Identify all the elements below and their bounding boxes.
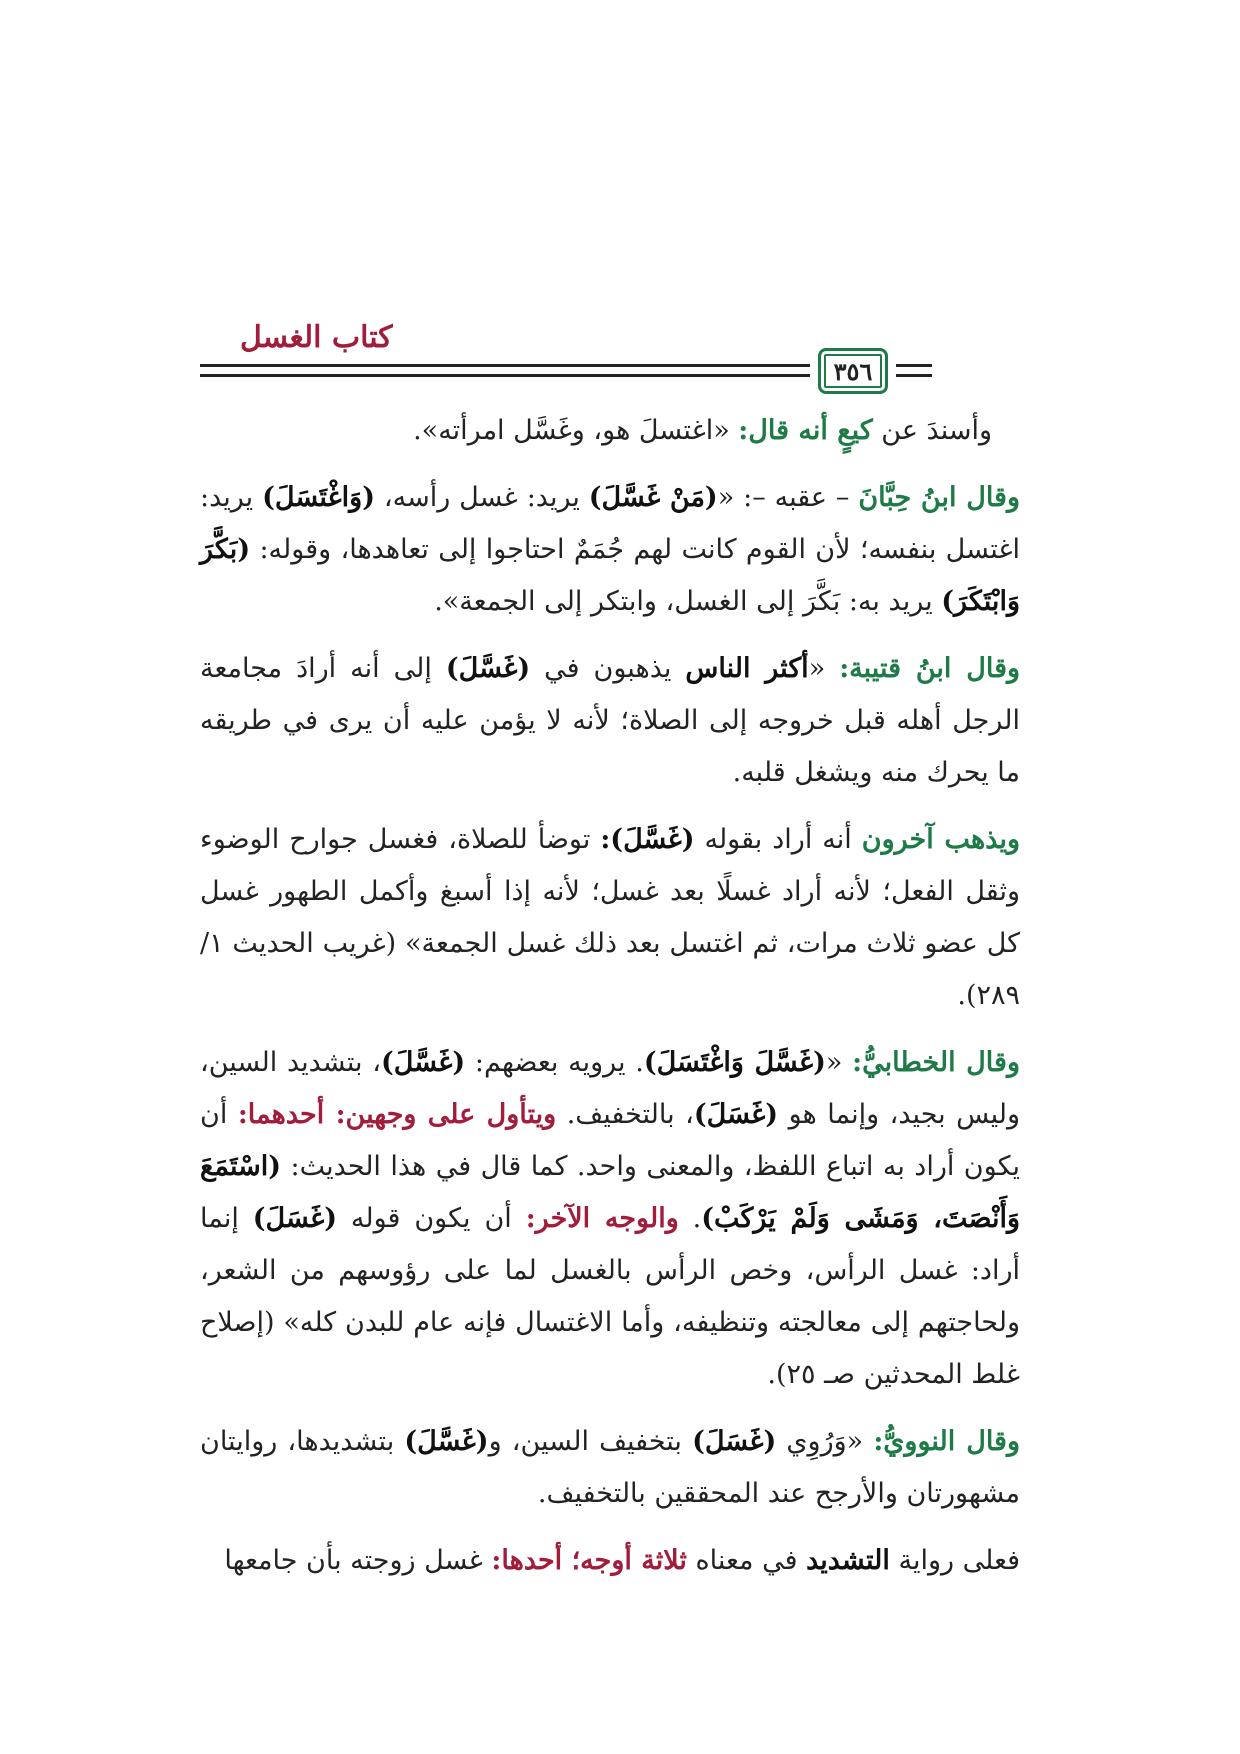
text-run: غسل زوجته بأن جامعها	[224, 1545, 492, 1576]
text-run: ، بتشديد السين، وليس بجيد، وإنما هو	[200, 1047, 1020, 1130]
quoted-term: (غَسَلَ)	[693, 1099, 779, 1130]
paragraph	[200, 1416, 1020, 1520]
quoted-term: (غَسَلَ)	[692, 1426, 777, 1457]
text-run: يذهبون في	[530, 653, 686, 684]
text-run: إلى أنه أرادَ مجامعة الرجل أهله قبل خروجه إلى الصلاة؛ لأنه لا يؤمن عليه أن يرى في طريقه ما يحرك منه ويشغل قلبه.	[200, 653, 1020, 788]
speaker-label: وقال ابنُ قتيبة:	[839, 653, 1021, 684]
highlight-term: ويتأول على وجهين: أحدهما:	[237, 1099, 557, 1130]
page-body	[200, 405, 1020, 1602]
text-run: .	[678, 1203, 702, 1234]
text-run: «وَرُوِي	[776, 1426, 874, 1457]
header-rule	[896, 374, 932, 377]
page-number-badge	[818, 348, 888, 394]
quoted-term: (وَاغْتَسَلَ)	[262, 482, 375, 513]
quoted-term: (غَسَلَ)	[252, 1203, 337, 1234]
text-run: «اغتسلَ هو، وغَسَّل امرأته».	[413, 415, 739, 446]
quoted-term: (اسْتَمَعَ وَأَنْصَتَ، وَمَشَى وَلَمْ يَرْكَبْ)	[200, 1151, 1021, 1234]
text-run: بتشديدها، روايتان مشهورتان والأرجح عند المحققين بالتخفيف.	[200, 1426, 1020, 1509]
text-run: أن يكون قوله	[336, 1203, 526, 1234]
speaker-label: كيعٍ أنه قال:	[738, 415, 873, 446]
text-run: يريد: غسل رأسه،	[375, 482, 589, 513]
paragraph	[200, 1037, 1020, 1401]
text-run: توضأ للصلاة، فغسل جوارح الوضوء وثقل الفعل؛ لأنه أراد غسلًا بعد غسل؛ لأنه إذا أسبغ وأكمل الطهور غسل كل عضو ثلاث مرات، ثم اغتسل بعد ذلك غسل الجمعة» (غريب الحديث ١/ ٢٨٩).	[200, 824, 1020, 1011]
speaker-label: وقال الخطابيُّ:	[852, 1047, 1020, 1078]
text-run: وأسندَ عن	[872, 415, 992, 446]
text-run: يريد به: بَكَّرَ إلى الغسل، وابتكر إلى الجمعة».	[434, 586, 942, 617]
header-rule	[200, 374, 810, 377]
header-rule	[200, 364, 810, 367]
speaker-label: وقال ابنُ حِبَّانَ	[858, 482, 1020, 513]
text-run: «	[808, 653, 840, 684]
text-run: في معناه	[686, 1545, 807, 1576]
paragraph	[200, 643, 1020, 799]
highlight-term: ثلاثة أوجه؛ أحدها:	[491, 1545, 687, 1576]
quoted-term: (غَسَّلَ)	[404, 1426, 489, 1457]
page-number: ٣٥٦	[833, 356, 873, 386]
quoted-term: (بَكَّرَ وَابْتَكَرَ)	[200, 534, 1020, 617]
speaker-label: ويذهب آخرون	[861, 824, 1020, 855]
quoted-term: التشديد	[806, 1545, 890, 1576]
paragraph	[200, 1535, 1020, 1587]
paragraph	[200, 814, 1020, 1022]
text-run: أنه أراد بقوله	[694, 824, 862, 855]
highlight-term: والوجه الآخر:	[525, 1203, 679, 1234]
quoted-term: (مَنْ غَسَّلَ)	[588, 482, 718, 513]
speaker-label: وقال النوويُّ:	[873, 1426, 1021, 1457]
text-run: بتخفيف السين، و	[488, 1426, 693, 1457]
chapter-title: كتاب الغسل	[240, 320, 393, 355]
header-rule	[896, 364, 932, 367]
paragraph	[200, 472, 1020, 628]
text-run: يريد: اغتسل بنفسه؛ لأن القوم كانت لهم جُمَمٌ احتاجوا إلى تعاهدها، وقوله:	[200, 482, 1020, 565]
text-run: . يرويه بعضهم:	[465, 1047, 644, 1078]
text-run: «	[825, 1047, 853, 1078]
quoted-term: أكثر الناس	[685, 653, 809, 684]
paragraph	[200, 405, 1020, 457]
text-run: – عقبه –: «	[717, 482, 859, 513]
text-run: إنما أراد: غسل الرأس، وخص الرأس بالغسل لما على رؤوسهم من الشعر، ولحاجتهم إلى معالجته وتنظيفه، وأما الاغتسال فإنه عام للبدن كله» (إصلاح غلط المحدثين صـ ٢٥).	[200, 1203, 1020, 1390]
text-run: أن يكون أراد به اتباع اللفظ، والمعنى واحد. كما قال في هذا الحديث:	[200, 1099, 1020, 1182]
quoted-term: (غَسَّلَ)	[380, 1047, 466, 1078]
page-header	[200, 312, 1020, 392]
quoted-term: (غَسَّلَ):	[600, 824, 695, 855]
quoted-term: (غَسَّلَ وَاغْتَسَلَ)	[643, 1047, 826, 1078]
text-run: ، بالتخفيف.	[556, 1099, 694, 1130]
text-run: فعلى رواية	[889, 1545, 1020, 1576]
quoted-term: (غَسَّلَ)	[445, 653, 531, 684]
